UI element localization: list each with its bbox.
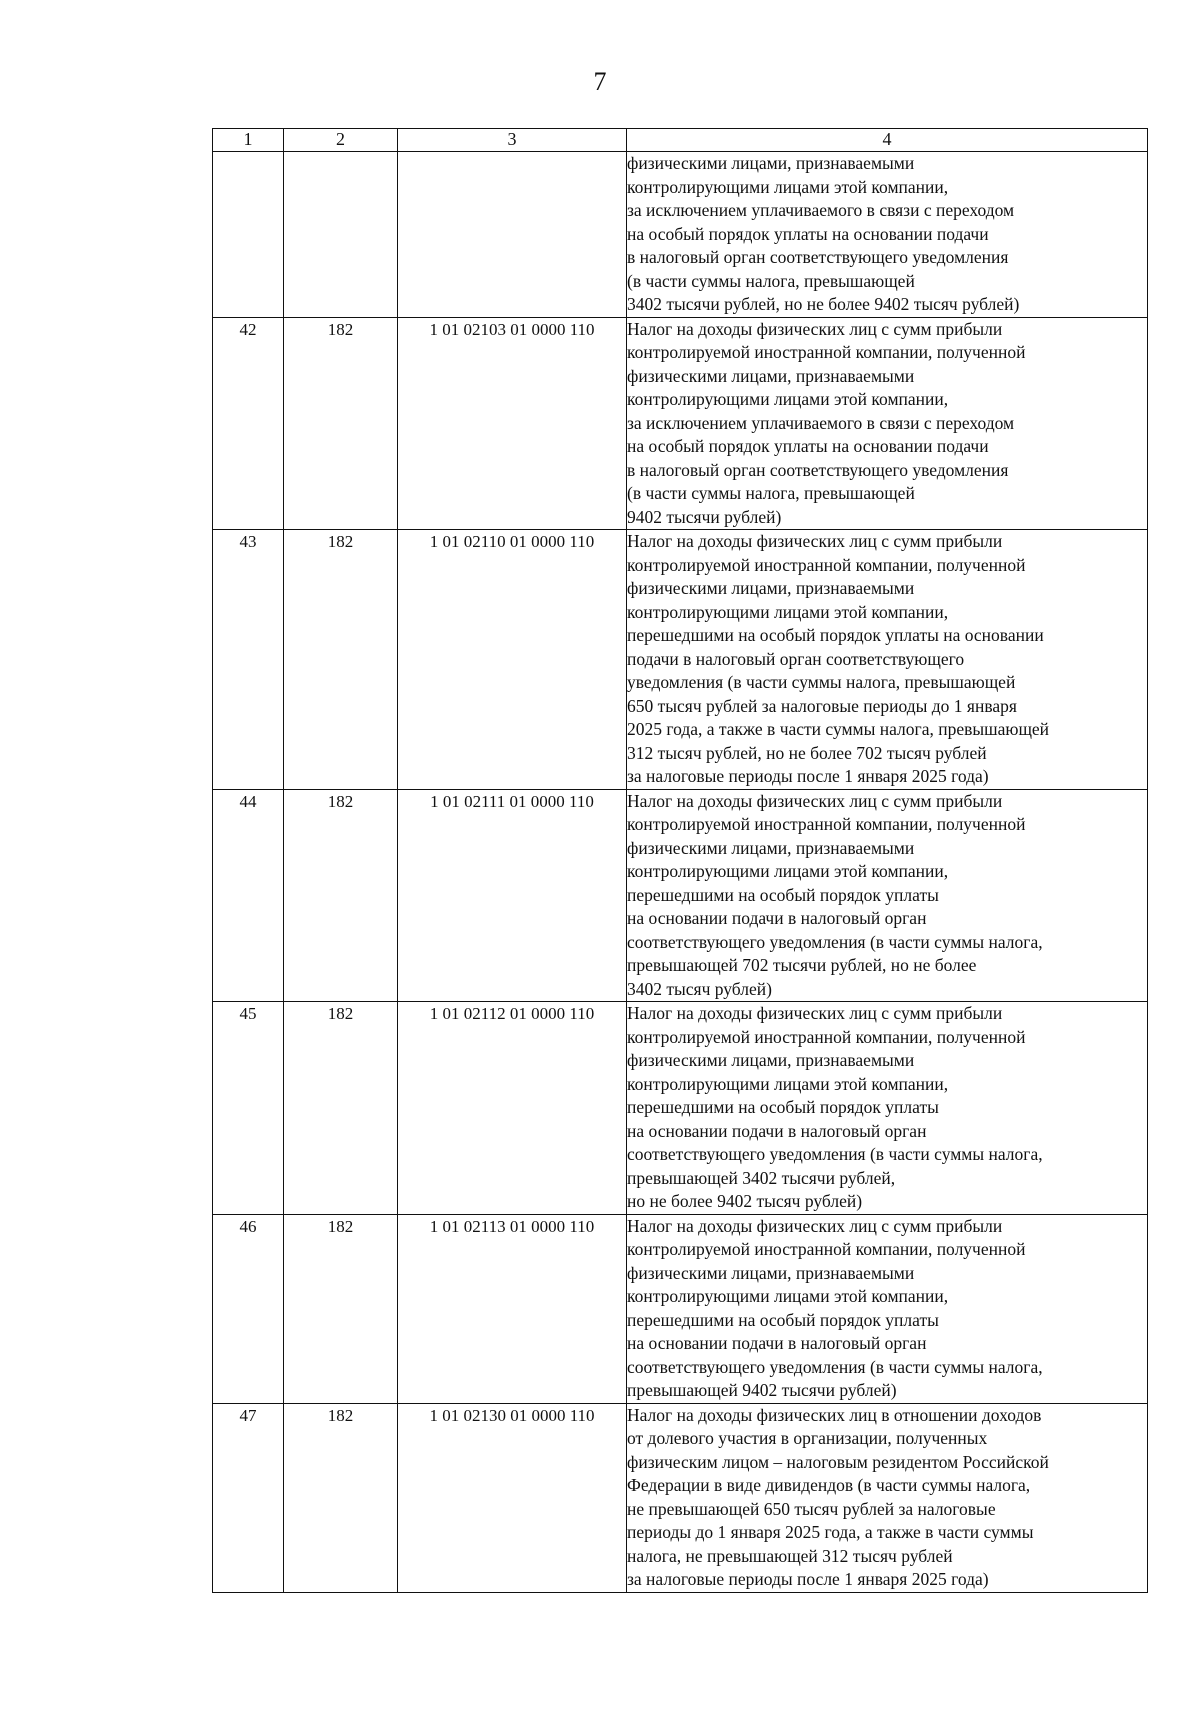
description-line: контролируемой иностранной компании, полученной bbox=[627, 814, 1026, 834]
table-row bbox=[213, 789, 1148, 1002]
description-line: перешедшими на особый порядок уплаты bbox=[627, 884, 939, 905]
description-line: физическими лицами, признаваемыми bbox=[627, 365, 915, 386]
description-line: в налоговый орган соответствующего уведомления bbox=[627, 247, 1009, 267]
description-line: контролируемой иностранной компании, полученной bbox=[627, 342, 1026, 362]
description-line: Налог на доходы физических лиц с сумм прибыли bbox=[627, 1003, 1003, 1023]
cell-administrator: 182 bbox=[284, 1403, 398, 1592]
table-row bbox=[213, 1002, 1148, 1215]
description-line: физическими лицами, признаваемыми bbox=[627, 1050, 915, 1070]
description-line: в налоговый орган соответствующего уведомления bbox=[627, 459, 1009, 480]
description-line: контролирующими лицами этой компании, bbox=[627, 1073, 949, 1094]
description-line: уведомления (в части суммы налога, превышающей bbox=[627, 672, 1016, 692]
description-line: контролируемой иностранной компании, полученной bbox=[627, 1026, 1026, 1047]
cell-administrator: 182 bbox=[284, 789, 398, 1002]
cell-number: 44 bbox=[213, 789, 284, 1002]
cell-administrator: 182 bbox=[284, 530, 398, 790]
column-header-2: 2 bbox=[284, 129, 398, 152]
cell-administrator: 182 bbox=[284, 1002, 398, 1215]
description-line: перешедшими на особый порядок уплаты на основании bbox=[627, 625, 1044, 645]
description-line: налога, не превышающей 312 тысяч рублей bbox=[627, 1545, 953, 1566]
cell-administrator: 182 bbox=[284, 1214, 398, 1403]
description-line: Налог на доходы физических лиц в отношении доходов bbox=[627, 1404, 1042, 1425]
table-row bbox=[213, 530, 1148, 790]
description-line: за исключением уплачиваемого в связи с переходом bbox=[627, 412, 1015, 433]
description-line: перешедшими на особый порядок уплаты bbox=[627, 1309, 939, 1330]
description-line: 3402 тысячи рублей, но не более 9402 тысяч рублей) bbox=[627, 294, 1020, 314]
description-line: контролирующими лицами этой компании, bbox=[627, 176, 949, 197]
description-line: Налог на доходы физических лиц с сумм прибыли bbox=[627, 1215, 1003, 1236]
description-line: Налог на доходы физических лиц с сумм прибыли bbox=[627, 531, 1003, 551]
table-header-row bbox=[213, 129, 1148, 152]
description-line: периоды до 1 января 2025 года, а также в части суммы bbox=[627, 1522, 1034, 1542]
description-line: за налоговые периоды после 1 января 2025 года) bbox=[627, 766, 989, 786]
table-row bbox=[213, 1403, 1148, 1592]
description-line: 3402 тысяч рублей) bbox=[627, 978, 772, 999]
table-row bbox=[213, 317, 1148, 530]
description-line: (в части суммы налога, превышающей bbox=[627, 270, 915, 291]
description-line: на особый порядок уплаты на основании подачи bbox=[627, 223, 989, 244]
description-line: превышающей 3402 тысячи рублей, bbox=[627, 1167, 896, 1188]
cell-number bbox=[213, 152, 284, 318]
cell-description bbox=[627, 1002, 1148, 1215]
description-line: 650 тысяч рублей за налоговые периоды до 1 января bbox=[627, 695, 1017, 716]
description-line: за исключением уплачиваемого в связи с переходом bbox=[627, 200, 1015, 220]
description-line: соответствующего уведомления (в части суммы налога, bbox=[627, 931, 1043, 952]
description-line: Федерации в виде дивидендов (в части суммы налога, bbox=[627, 1475, 1031, 1495]
description-line: за налоговые периоды после 1 января 2025 года) bbox=[627, 1569, 989, 1589]
cell-number: 47 bbox=[213, 1403, 284, 1592]
column-header-3: 3 bbox=[398, 129, 627, 152]
cell-code: 1 01 02110 01 0000 110 bbox=[398, 530, 627, 790]
revenue-classification-table bbox=[212, 128, 1148, 1593]
page-number: 7 bbox=[593, 67, 607, 96]
cell-code: 1 01 02113 01 0000 110 bbox=[398, 1214, 627, 1403]
cell-description bbox=[627, 1403, 1148, 1592]
cell-code: 1 01 02112 01 0000 110 bbox=[398, 1002, 627, 1215]
cell-number: 42 bbox=[213, 317, 284, 530]
description-line: не превышающей 650 тысяч рублей за налоговые bbox=[627, 1498, 996, 1519]
description-line: на основании подачи в налоговый орган bbox=[627, 908, 927, 928]
description-line: физическими лицами, признаваемыми bbox=[627, 837, 915, 858]
continuation-row bbox=[213, 152, 1148, 318]
description-line: 2025 года, а также в части суммы налога, превышающей bbox=[627, 719, 1050, 739]
description-line: Налог на доходы физических лиц с сумм прибыли bbox=[627, 318, 1003, 339]
description-line: контролируемой иностранной компании, полученной bbox=[627, 554, 1026, 575]
cell-code: 1 01 02111 01 0000 110 bbox=[398, 789, 627, 1002]
cell-description bbox=[627, 152, 1148, 318]
cell-number: 45 bbox=[213, 1002, 284, 1215]
column-header-1: 1 bbox=[213, 129, 284, 152]
description-line: на основании подачи в налоговый орган bbox=[627, 1333, 927, 1353]
cell-number: 46 bbox=[213, 1214, 284, 1403]
description-line: контролирующими лицами этой компании, bbox=[627, 389, 949, 409]
column-header-4: 4 bbox=[627, 129, 1148, 152]
description-line: соответствующего уведомления (в части суммы налога, bbox=[627, 1144, 1043, 1164]
description-line: подачи в налоговый орган соответствующего bbox=[627, 648, 965, 669]
description-line: Налог на доходы физических лиц с сумм прибыли bbox=[627, 790, 1003, 811]
cell-code bbox=[398, 152, 627, 318]
cell-number: 43 bbox=[213, 530, 284, 790]
description-line: контролирующими лицами этой компании, bbox=[627, 1286, 949, 1306]
cell-description bbox=[627, 530, 1148, 790]
description-line: на основании подачи в налоговый орган bbox=[627, 1120, 927, 1141]
description-line: на особый порядок уплаты на основании подачи bbox=[627, 436, 989, 456]
description-line: соответствующего уведомления (в части суммы налога, bbox=[627, 1356, 1043, 1377]
cell-code: 1 01 02130 01 0000 110 bbox=[398, 1403, 627, 1592]
cell-description bbox=[627, 789, 1148, 1002]
cell-description bbox=[627, 1214, 1148, 1403]
cell-description bbox=[627, 317, 1148, 530]
description-line: (в части суммы налога, превышающей bbox=[627, 483, 915, 503]
description-line: перешедшими на особый порядок уплаты bbox=[627, 1097, 939, 1117]
description-line: физическими лицами, признаваемыми bbox=[627, 153, 915, 173]
cell-code: 1 01 02103 01 0000 110 bbox=[398, 317, 627, 530]
table-row bbox=[213, 1214, 1148, 1403]
description-line: превышающей 702 тысячи рублей, но не более bbox=[627, 955, 977, 975]
description-line: контролирующими лицами этой компании, bbox=[627, 601, 949, 622]
description-line: превышающей 9402 тысячи рублей) bbox=[627, 1380, 897, 1400]
cell-administrator bbox=[284, 152, 398, 318]
description-line: физическими лицами, признаваемыми bbox=[627, 1262, 915, 1283]
description-line: физическим лицом – налоговым резидентом Российской bbox=[627, 1451, 1049, 1472]
description-line: контролирующими лицами этой компании, bbox=[627, 861, 949, 881]
description-line: 312 тысяч рублей, но не более 702 тысяч рублей bbox=[627, 742, 987, 763]
description-line: 9402 тысячи рублей) bbox=[627, 506, 782, 527]
description-line: контролируемой иностранной компании, полученной bbox=[627, 1239, 1026, 1259]
description-line: физическими лицами, признаваемыми bbox=[627, 578, 915, 598]
description-line: от долевого участия в организации, полученных bbox=[627, 1428, 988, 1448]
description-line: но не более 9402 тысяч рублей) bbox=[627, 1191, 863, 1211]
cell-administrator: 182 bbox=[284, 317, 398, 530]
